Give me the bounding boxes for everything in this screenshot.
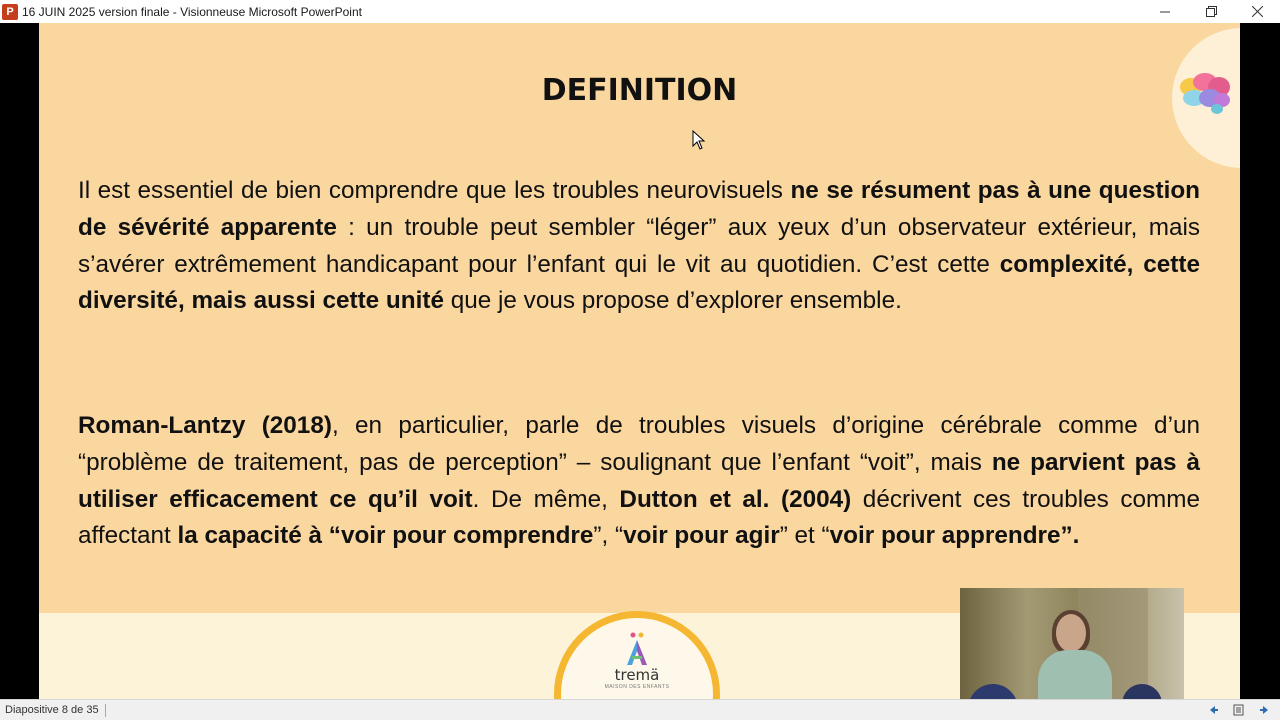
text-run: ne se résument pas à une question de sévérité apparente [78,177,1200,241]
slide-counter: Diapositive 8 de 35 [5,704,99,716]
reading-view-icon [1233,704,1245,716]
text-run: ne parvient pas à utiliser efficacement ce qu’il voit [78,448,1200,513]
definition-paragraph-1 [78,173,1200,320]
text-run: : un trouble peut sembler “léger” aux yeux d’un observateur extérieur, mais s’avérer extrêmement handicapant pour l’enfant qui le vit au quotidien. C’est cette [78,213,1200,278]
text-run: Roman-Lantzy (2018) [78,412,332,439]
status-divider [105,704,106,717]
speaker-webcam [960,588,1184,714]
text-run: complexité, cette diversité, mais aussi cette unité [78,250,1200,315]
text-run: que je vous propose d’explorer ensemble. [443,287,902,315]
window-title: 16 JUIN 2025 version finale - Visionneuse Microsoft PowerPoint [22,4,362,19]
previous-slide-icon [1207,704,1219,716]
text-run: voir pour apprendre”. [829,522,1080,550]
title-bar [0,0,1280,23]
text-run: ” et “ [779,522,830,550]
text-run: Dutton et al. (2004) [619,485,852,513]
minimize-icon [1160,7,1170,17]
restore-icon [1206,6,1217,17]
definition-paragraph-2 [78,408,1200,555]
speaker-head [1056,614,1086,652]
mouse-cursor-icon [692,130,706,150]
slide-navigation [1206,703,1272,717]
logo-tagline: MAISON DES ENFANTS [604,684,670,690]
text-run: Il est essentiel de bien comprendre que les troubles neurovisuels [78,177,791,204]
slide-title: DEFINITION [541,73,738,108]
slide-stage[interactable] [0,23,1280,699]
logo-wordmark: tremä [614,666,660,684]
next-slide-icon [1259,704,1271,716]
powerpoint-icon: P [2,4,18,20]
status-bar [0,699,1280,720]
previous-slide-button[interactable] [1206,703,1220,717]
text-run: la capacité à “voir pour comprendre [177,522,594,550]
restore-button[interactable] [1188,0,1234,23]
text-run: voir pour agir [623,522,780,550]
next-slide-button[interactable] [1258,703,1272,717]
text-run: décrivent ces troubles comme affectant [78,485,1200,550]
text-run: . De même, [472,485,620,513]
tremä-logo [622,631,652,667]
reading-view-button[interactable] [1232,703,1246,717]
window-controls [1142,0,1280,23]
close-icon [1252,6,1263,17]
close-button[interactable] [1234,0,1280,23]
text-run: , en particulier, parle de troubles visuels d’origine cérébrale comme d’un “problème de traitement, pas de perception” – soulignant que l’enfant “voit”, mais [78,412,1200,476]
text-run: ”, “ [593,522,624,550]
minimize-button[interactable] [1142,0,1188,23]
